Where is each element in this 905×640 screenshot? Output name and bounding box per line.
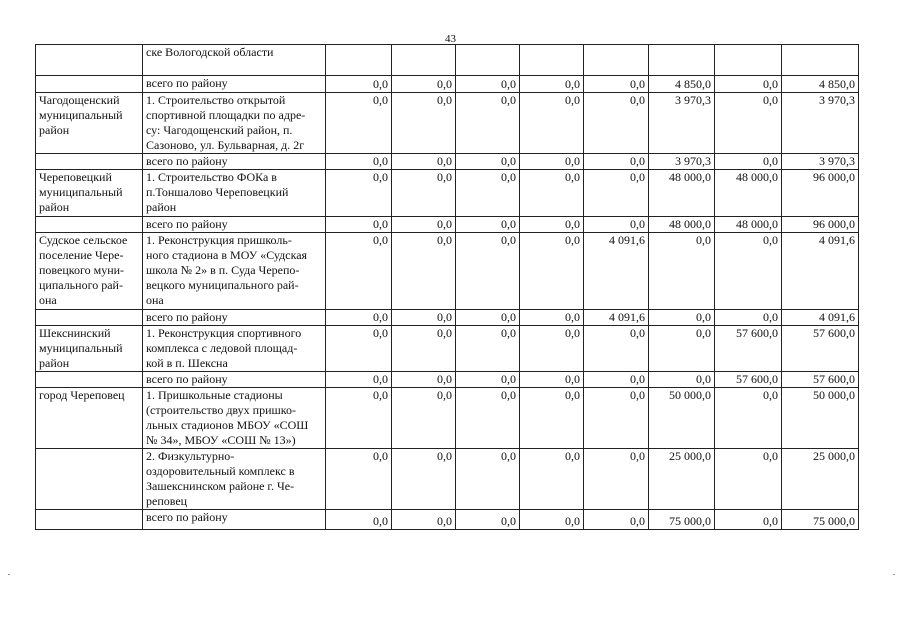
- value-cell: 0,0: [392, 510, 456, 530]
- object-cell: 1. Реконструкция спортивного комплекса с ледовой площад- кой в п. Шексна: [143, 326, 326, 372]
- value-cell: [456, 45, 520, 76]
- value-cell: 0,0: [584, 217, 649, 233]
- value-cell: 0,0: [392, 388, 456, 449]
- value-cell: 48 000,0: [715, 170, 782, 217]
- value-cell: 0,0: [326, 93, 392, 154]
- value-cell: 0,0: [392, 76, 456, 93]
- value-cell: 0,0: [520, 154, 584, 170]
- value-cell: 4 850,0: [782, 76, 859, 93]
- value-cell: 4 091,6: [782, 310, 859, 326]
- total-label-cell: всего по району: [143, 510, 326, 530]
- value-cell: 48 000,0: [649, 217, 715, 233]
- value-cell: 4 091,6: [584, 233, 649, 310]
- budget-table: [35, 44, 859, 530]
- value-cell: 0,0: [456, 326, 520, 372]
- value-cell: 0,0: [326, 76, 392, 93]
- value-cell: 0,0: [715, 510, 782, 530]
- value-cell: 3 970,3: [782, 93, 859, 154]
- value-cell: 0,0: [456, 217, 520, 233]
- object-cell: 1. Пришкольные стадионы (строительство двух пришко- льных стадионов МБОУ «СОШ № 34», МБОУ «СОШ № 13»): [143, 388, 326, 449]
- value-cell: 0,0: [456, 170, 520, 217]
- value-cell: 0,0: [715, 388, 782, 449]
- total-row: [36, 372, 859, 388]
- value-cell: 0,0: [715, 449, 782, 510]
- table-row: [36, 233, 859, 310]
- value-cell: 48 000,0: [649, 170, 715, 217]
- value-cell: 0,0: [520, 310, 584, 326]
- value-cell: 0,0: [456, 233, 520, 310]
- value-cell: 48 000,0: [715, 217, 782, 233]
- value-cell: 50 000,0: [782, 388, 859, 449]
- value-cell: 3 970,3: [649, 93, 715, 154]
- value-cell: 0,0: [520, 510, 584, 530]
- scan-speck: [893, 574, 895, 575]
- value-cell: 0,0: [392, 326, 456, 372]
- value-cell: 0,0: [326, 233, 392, 310]
- municipality-cell: Чагодощенский муниципальный район: [36, 93, 143, 154]
- table-row: [36, 45, 859, 76]
- value-cell: 3 970,3: [782, 154, 859, 170]
- value-cell: 0,0: [520, 217, 584, 233]
- value-cell: 0,0: [326, 310, 392, 326]
- municipality-cell: [36, 310, 143, 326]
- value-cell: 0,0: [584, 372, 649, 388]
- object-cell: 1. Строительство ФОКа в п.Тоншалово Череповецкий район: [143, 170, 326, 217]
- value-cell: 0,0: [392, 93, 456, 154]
- value-cell: 0,0: [456, 93, 520, 154]
- value-cell: 0,0: [520, 76, 584, 93]
- value-cell: 0,0: [520, 233, 584, 310]
- value-cell: 57 600,0: [715, 372, 782, 388]
- value-cell: 0,0: [584, 154, 649, 170]
- value-cell: 0,0: [715, 76, 782, 93]
- value-cell: 0,0: [584, 449, 649, 510]
- value-cell: 0,0: [584, 326, 649, 372]
- value-cell: 0,0: [392, 449, 456, 510]
- municipality-cell: город Череповец: [36, 388, 143, 449]
- value-cell: 0,0: [456, 310, 520, 326]
- value-cell: 3 970,3: [649, 154, 715, 170]
- value-cell: [584, 45, 649, 76]
- value-cell: 0,0: [456, 372, 520, 388]
- value-cell: 0,0: [520, 449, 584, 510]
- object-cell: 2. Физкультурно- оздоровительный комплекс в Зашекснинском районе г. Че- реповец: [143, 449, 326, 510]
- value-cell: 96 000,0: [782, 170, 859, 217]
- value-cell: 4 091,6: [782, 233, 859, 310]
- table-row: [36, 326, 859, 372]
- value-cell: 0,0: [649, 372, 715, 388]
- value-cell: [649, 45, 715, 76]
- table-row: [36, 170, 859, 217]
- table-body: [36, 45, 859, 530]
- value-cell: 0,0: [649, 326, 715, 372]
- value-cell: 0,0: [326, 170, 392, 217]
- total-row: [36, 217, 859, 233]
- value-cell: 57 600,0: [782, 326, 859, 372]
- value-cell: 0,0: [326, 449, 392, 510]
- value-cell: 0,0: [584, 388, 649, 449]
- value-cell: 0,0: [456, 449, 520, 510]
- value-cell: 0,0: [584, 510, 649, 530]
- value-cell: 57 600,0: [715, 326, 782, 372]
- value-cell: 25 000,0: [782, 449, 859, 510]
- value-cell: 0,0: [392, 217, 456, 233]
- value-cell: 0,0: [326, 326, 392, 372]
- value-cell: 4 850,0: [649, 76, 715, 93]
- total-label-cell: всего по району: [143, 310, 326, 326]
- municipality-cell: Шекснинский муниципальный район: [36, 326, 143, 372]
- table-row: [36, 93, 859, 154]
- value-cell: 25 000,0: [649, 449, 715, 510]
- total-label-cell: всего по району: [143, 372, 326, 388]
- page-number: 43: [445, 33, 456, 45]
- value-cell: 0,0: [520, 170, 584, 217]
- value-cell: 4 091,6: [584, 310, 649, 326]
- value-cell: 0,0: [392, 170, 456, 217]
- table-row: [36, 388, 859, 449]
- value-cell: [392, 45, 456, 76]
- value-cell: [715, 45, 782, 76]
- municipality-cell: [36, 76, 143, 93]
- municipality-cell: [36, 372, 143, 388]
- municipality-cell: [36, 510, 143, 530]
- value-cell: 0,0: [584, 76, 649, 93]
- value-cell: 0,0: [715, 310, 782, 326]
- value-cell: 0,0: [456, 76, 520, 93]
- value-cell: 0,0: [520, 326, 584, 372]
- value-cell: 50 000,0: [649, 388, 715, 449]
- municipality-cell: Череповецкий муниципальный район: [36, 170, 143, 217]
- object-cell: 1. Строительство открытой спортивной площадки по адре- су: Чагодощенский район, п. Сазоново, ул. Бульварная, д. 2г: [143, 93, 326, 154]
- value-cell: 75 000,0: [782, 510, 859, 530]
- value-cell: 75 000,0: [649, 510, 715, 530]
- table-row: [36, 449, 859, 510]
- value-cell: 0,0: [392, 154, 456, 170]
- value-cell: 0,0: [326, 217, 392, 233]
- total-row: [36, 154, 859, 170]
- total-row: [36, 310, 859, 326]
- value-cell: [326, 45, 392, 76]
- total-row: [36, 510, 859, 530]
- value-cell: 0,0: [520, 93, 584, 154]
- value-cell: 0,0: [456, 388, 520, 449]
- value-cell: 0,0: [649, 310, 715, 326]
- value-cell: [520, 45, 584, 76]
- municipality-cell: [36, 217, 143, 233]
- value-cell: 0,0: [326, 510, 392, 530]
- value-cell: 0,0: [584, 93, 649, 154]
- value-cell: 0,0: [520, 372, 584, 388]
- value-cell: 96 000,0: [782, 217, 859, 233]
- value-cell: 0,0: [584, 170, 649, 217]
- value-cell: [782, 45, 859, 76]
- value-cell: 0,0: [715, 233, 782, 310]
- value-cell: 57 600,0: [782, 372, 859, 388]
- value-cell: 0,0: [715, 93, 782, 154]
- value-cell: 0,0: [392, 233, 456, 310]
- object-cell: 1. Реконструкция пришколь- ного стадиона в МОУ «Судская школа № 2» в п. Суда Черепо- вецкого муниципального рай- она: [143, 233, 326, 310]
- total-row: [36, 76, 859, 93]
- value-cell: 0,0: [456, 510, 520, 530]
- value-cell: 0,0: [715, 154, 782, 170]
- municipality-cell: [36, 154, 143, 170]
- value-cell: 0,0: [520, 388, 584, 449]
- total-label-cell: всего по району: [143, 76, 326, 93]
- value-cell: 0,0: [326, 388, 392, 449]
- total-label-cell: всего по району: [143, 217, 326, 233]
- object-cell: ске Вологодской области: [143, 45, 326, 76]
- value-cell: 0,0: [392, 310, 456, 326]
- municipality-cell: [36, 449, 143, 510]
- municipality-cell: [36, 45, 143, 76]
- value-cell: 0,0: [326, 372, 392, 388]
- value-cell: 0,0: [392, 372, 456, 388]
- value-cell: 0,0: [456, 154, 520, 170]
- scan-speck: [8, 574, 10, 575]
- total-label-cell: всего по району: [143, 154, 326, 170]
- municipality-cell: Судское сельское поселение Чере- повецкого муни- ципального рай- она: [36, 233, 143, 310]
- value-cell: 0,0: [649, 233, 715, 310]
- value-cell: 0,0: [326, 154, 392, 170]
